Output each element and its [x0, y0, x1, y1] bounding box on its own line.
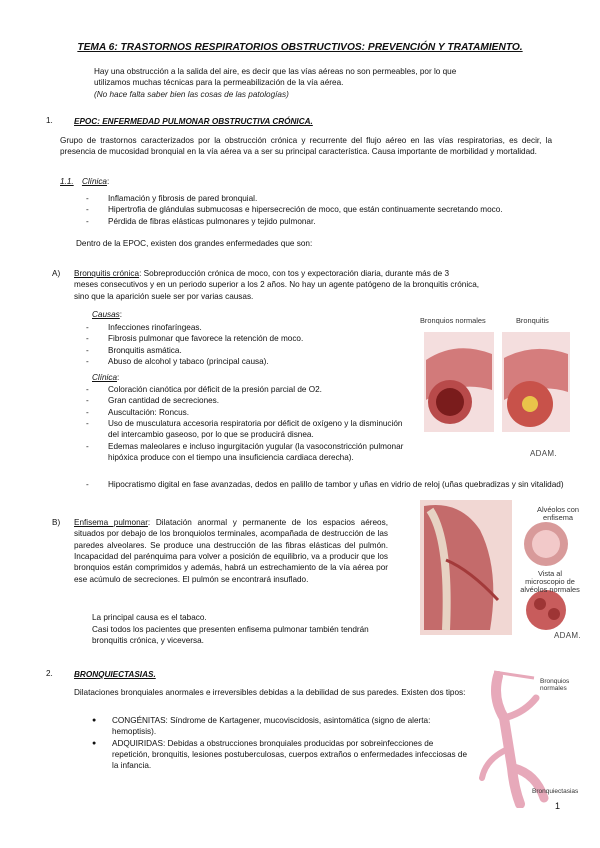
- intro-block: [94, 66, 494, 100]
- clinica-label: Clínica:: [92, 373, 120, 382]
- bronquitis-name: Bronquitis crónica: [74, 269, 140, 278]
- normal-alveolus: [548, 608, 560, 620]
- bronquitis-clinica-list: [86, 384, 406, 463]
- list-item: - Abuso de alcohol y tabaco (principal causa).: [86, 356, 386, 367]
- bronchitis-figure: [404, 316, 574, 466]
- section-2-paragraph: Dilataciones bronquiales anormales e irreversibles debidas a la debilidad de sus paredes. Existen dos tipos:: [74, 688, 466, 697]
- normal-bronchus-lumen: [436, 388, 464, 416]
- bronchus-branch: [482, 748, 510, 778]
- list-item: - Bronquitis asmática.: [86, 345, 386, 356]
- bronchitis-mucus: [522, 396, 538, 412]
- figure-label-micro: Vista al microscopio de alvéolos normales: [520, 569, 580, 595]
- tipos-list: [92, 715, 472, 772]
- intro-line-1: Hay una obstrucción a la salida del aire, es decir que las vías aéreas no son permeables, por lo que: [94, 67, 457, 76]
- page-title: TEMA 6: TRASTORNOS RESPIRATORIOS OBSTRUCTIVOS: PREVENCIÓN Y TRATAMIENTO.: [77, 42, 523, 53]
- enfisema-casi: Casi todos los pacientes que presenten enfisema pulmonar también tendrán bronquitis crónica, y viceversa.: [92, 625, 369, 646]
- bronchi-illustration: [406, 330, 574, 436]
- subsection-title: Clínica: [81, 177, 107, 186]
- list-item: - Gran cantidad de secreciones.: [86, 395, 406, 406]
- item-letter-a: A): [52, 269, 61, 278]
- causas-label: Causas:: [92, 310, 123, 319]
- normal-alveolus: [534, 598, 546, 610]
- adam-logo: ADAM.: [530, 449, 557, 458]
- figure-label-normales: Bronquios normales: [540, 678, 570, 693]
- list-item: - Uso de musculatura accesoria respiratoria por déficit de oxígeno y la disminución del intercambio gaseoso, por lo que se producirá disnea.: [86, 418, 406, 441]
- list-item: - Infecciones rinofaríngeas.: [86, 322, 386, 333]
- list-item: ● ADQUIRIDAS: Debidas a obstrucciones bronquiales producidas por sobreinfecciones de repetición, bronquitis, lesiones postuberculosas, cuerpos extraños o enfermedades infecciosas de la infancia.: [92, 738, 472, 772]
- page-number: 1: [555, 801, 561, 811]
- normal-alveoli-circle: [526, 590, 566, 630]
- intro-line-2: utilizamos muchas técnicas para la permeabilización de la vía aérea.: [94, 78, 344, 88]
- enfisema-name: Enfisema pulmonar: [74, 518, 148, 527]
- emphysema-figure: [420, 500, 580, 645]
- section-2-heading: BRONQUIECTASIAS.: [74, 670, 156, 679]
- section-1-heading: EPOC: ENFERMEDAD PULMONAR OBSTRUCTIVA CRÓNICA.: [74, 117, 313, 126]
- list-item: - Pérdida de fibras elásticas pulmonares y tejido pulmonar.: [86, 216, 556, 227]
- main-bronchus: [496, 676, 520, 804]
- list-item: - Fibrosis pulmonar que favorece la retención de moco.: [86, 333, 386, 344]
- list-item: - Edemas maleolares e incluso ingurgitación yugular (la vasoconstricción pulmonar hipóxica produce con el tiempo una insuficiencia cardiaca derecha).: [86, 441, 406, 464]
- clinica-list: [86, 193, 556, 227]
- adam-logo: ADAM.: [554, 631, 581, 640]
- subsection-number: 1.1.: [60, 177, 74, 186]
- section-2-number: 2.: [46, 669, 53, 678]
- figure-label-normal: Bronquios normales: [420, 316, 486, 325]
- emphysema-alveoli-inner: [532, 530, 560, 558]
- bronchiectasis-figure: [474, 658, 584, 808]
- figure-label-alveolos: Alvéolos con enfisema: [537, 505, 579, 523]
- section-1-number: 1.: [46, 116, 53, 125]
- enfisema-tabaco: La principal causa es el tabaco.: [92, 613, 207, 622]
- figure-label-bronquitis: Bronquitis: [516, 316, 549, 325]
- bronquitis-clinica-last: [86, 479, 564, 490]
- causas-list: [86, 322, 386, 367]
- epoc-intro: Dentro de la EPOC, existen dos grandes enfermedades que son:: [76, 239, 313, 248]
- bronchus-branch: [504, 698, 536, 718]
- list-item: - Auscultación: Roncus.: [86, 407, 406, 418]
- section-1-paragraph: Grupo de trastornos caracterizados por la obstrucción crónica y recurrente del flujo aéreo en las vías respiratorias, es decir, la presencia de mucosidad bronquial en la vía aérea va a ser su principal característica. Causa importante de morbilidad y mortalidad.: [60, 136, 552, 157]
- figure-label-bronquiectasias: Bronquiectasias: [532, 788, 579, 795]
- list-item: ● CONGÉNITAS: Síndrome de Kartagener, mucoviscidosis, asintomática (signo de alerta: hemoptisis).: [92, 715, 472, 738]
- list-item: - Hipocratismo digital en fase avanzadas, dedos en palillo de tambor y uñas en vidrio de reloj (uñas quebradizas y sin vitalidad): [86, 479, 564, 490]
- enfisema-description: Enfisema pulmonar: Dilatación anormal y permanente de los espacios aéreos, situados por debajo de los bronquiolos terminales, acompañada de destrucción de las paredes alveolares. Se produce una destrucción de las fibras elásticas del pulmón. Incapacidad del parénquima para volver a posición de equilibrio, va a producir que los bronquios están comprimidos y además, habrá un estrechamiento de la vía aérea por ese acúmulo de secreciones. El pulmón se encontrará insuflado.: [74, 518, 388, 584]
- list-item: - Coloración cianótica por déficit de la presión parcial de O2.: [86, 384, 406, 395]
- list-item: - Hipertrofia de glándulas submucosas e hipersecreción de moco, que están continuamente secretando moco.: [86, 204, 556, 215]
- bronquitis-description: Bronquitis crónica: Sobreproducción crónica de moco, con tos y expectoración diaria, durante más de 3 meses consecutivos y en un periodo superior a los 2 años. No hay un agente patógeno de la bronquitis crónica, sino que la aparición suele ser por varias causas.: [74, 269, 480, 301]
- subsection-heading: 1.1. Clínica:: [60, 177, 110, 186]
- list-item: - Inflamación y fibrosis de pared bronquial.: [86, 193, 556, 204]
- intro-note: (No hace falta saber bien las cosas de las patologías): [94, 89, 289, 99]
- item-letter-b: B): [52, 518, 61, 527]
